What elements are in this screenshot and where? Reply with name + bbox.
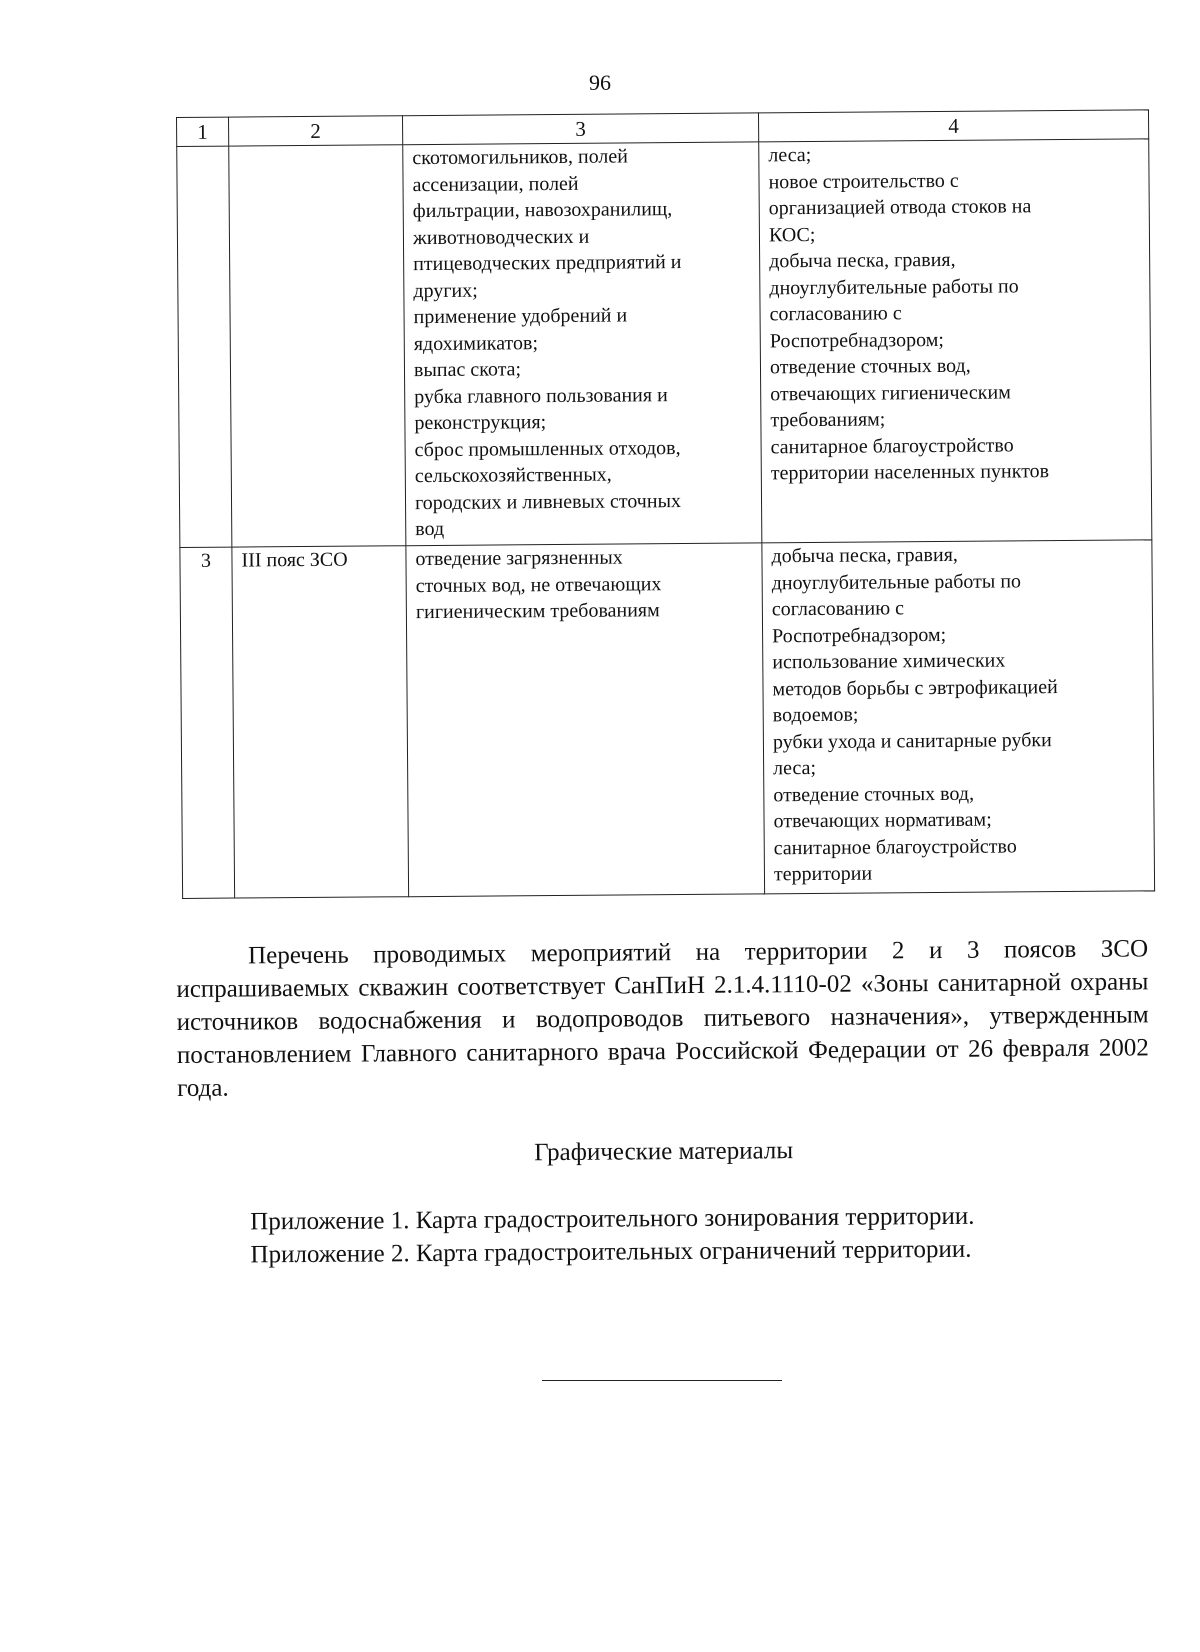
measure-line: сточных вод, не отвечающих: [415, 572, 662, 597]
appendix-item: Приложение 1. Карта градостроительного зонирования территории.: [250, 1202, 975, 1236]
document-body: [176, 932, 1151, 1272]
measure-line: фильтрации, навозохранилищ,: [412, 198, 673, 223]
measure-line: животноводческих и: [412, 225, 590, 249]
appendix-item: Приложение 2. Карта градостроительных ограничений территории.: [250, 1235, 972, 1269]
table-row: [180, 540, 1155, 899]
measure-line: реконструкция;: [414, 411, 547, 435]
measure-line: добыча песка, гравия,: [771, 543, 958, 568]
measure-line: ядохимикатов;: [413, 331, 539, 355]
zone-name-cell: [229, 145, 406, 547]
page-number: 96: [589, 70, 611, 95]
table-row: [177, 139, 1152, 548]
column-header-zone: 2: [229, 116, 403, 146]
measure-line: использование химических: [772, 649, 1006, 674]
section-heading: Графические материалы: [534, 1137, 794, 1167]
row-number-cell: [177, 146, 232, 547]
column-header-number: 1: [177, 117, 229, 146]
measure-line: Роспотребнадзором;: [772, 623, 947, 647]
measure-line: отвечающих нормативам;: [773, 808, 992, 833]
measure-line: согласованию с: [769, 302, 902, 326]
allowed-measures-cell: [759, 139, 1152, 543]
allowed-measures-cell: [762, 540, 1155, 894]
measure-line: дноуглубительные работы по: [771, 569, 1022, 594]
measure-line: новое строительство с: [768, 169, 959, 193]
measure-line: рубка главного пользования и: [414, 383, 668, 408]
measure-line: отвечающих гигиеническим: [770, 380, 1011, 405]
measure-line: санитарное благоустройство: [773, 834, 1017, 859]
prohibited-measures-cell: [406, 543, 765, 897]
measure-line: согласованию с: [771, 597, 905, 621]
measure-line: санитарное благоустройство: [770, 433, 1014, 458]
measure-line: сельскохозяйственных,: [414, 463, 612, 488]
measure-line: вод: [415, 517, 445, 541]
measure-line: КОС;: [768, 223, 816, 246]
measure-line: ассенизации, полей: [412, 172, 579, 196]
measure-line: дноуглубительные работы по: [769, 274, 1019, 299]
measure-line: организацией отвода стоков на: [768, 195, 1032, 220]
measure-line: применение удобрений и: [413, 304, 628, 329]
measure-line: требованиям;: [770, 408, 886, 432]
measure-line: Роспотребнадзором;: [769, 328, 944, 352]
zone-name-cell: III пояс ЗСО: [232, 546, 409, 898]
measure-line: отведение сточных вод,: [769, 354, 971, 379]
column-header-allowed: 4: [758, 110, 1148, 142]
prohibited-measures-cell: [403, 142, 762, 546]
end-of-document-rule: [542, 1380, 782, 1381]
measure-line: водоемов;: [772, 703, 859, 727]
column-header-prohibited: 3: [402, 113, 758, 145]
measure-line: скотомогильников, полей: [412, 145, 629, 170]
measure-line: добыча песка, гравия,: [769, 248, 956, 273]
measure-line: леса;: [768, 144, 812, 167]
measure-line: птицеводческих предприятий и: [413, 251, 682, 276]
measure-line: гигиеническим требованиям: [415, 599, 660, 624]
measure-line: отведение сточных вод,: [773, 782, 975, 806]
measure-line: других;: [413, 279, 478, 302]
measure-line: выпас скота;: [413, 358, 522, 382]
measure-line: рубки ухода и санитарные рубки: [772, 728, 1052, 753]
sanitary-zone-table: [176, 109, 1155, 899]
measure-line: территории населенных пунктов: [770, 460, 1050, 485]
measure-line: сброс промышленных отходов,: [414, 436, 681, 461]
appendix-list: [250, 1198, 1150, 1271]
measure-line: отведение загрязненных: [415, 546, 623, 571]
compliance-paragraph: Перечень проводимых мероприятий на территории 2 и 3 поясов ЗСО испрашиваемых скважин соответствует СанПиН 2.1.4.1110-02 «Зоны санитарной охраны источников водоснабжения и водопроводов питьевого назначения», утвержденным постановлением Главного санитарного врача Российской Федерации от 26 февраля 2002 года.: [176, 935, 1149, 1102]
measure-line: территории: [773, 862, 873, 886]
row-number-cell: 3: [180, 547, 235, 898]
measure-line: методов борьбы с эвтрофикацией: [772, 675, 1058, 700]
measure-line: леса;: [773, 756, 817, 780]
measure-line: городских и ливневых сточных: [414, 489, 682, 514]
